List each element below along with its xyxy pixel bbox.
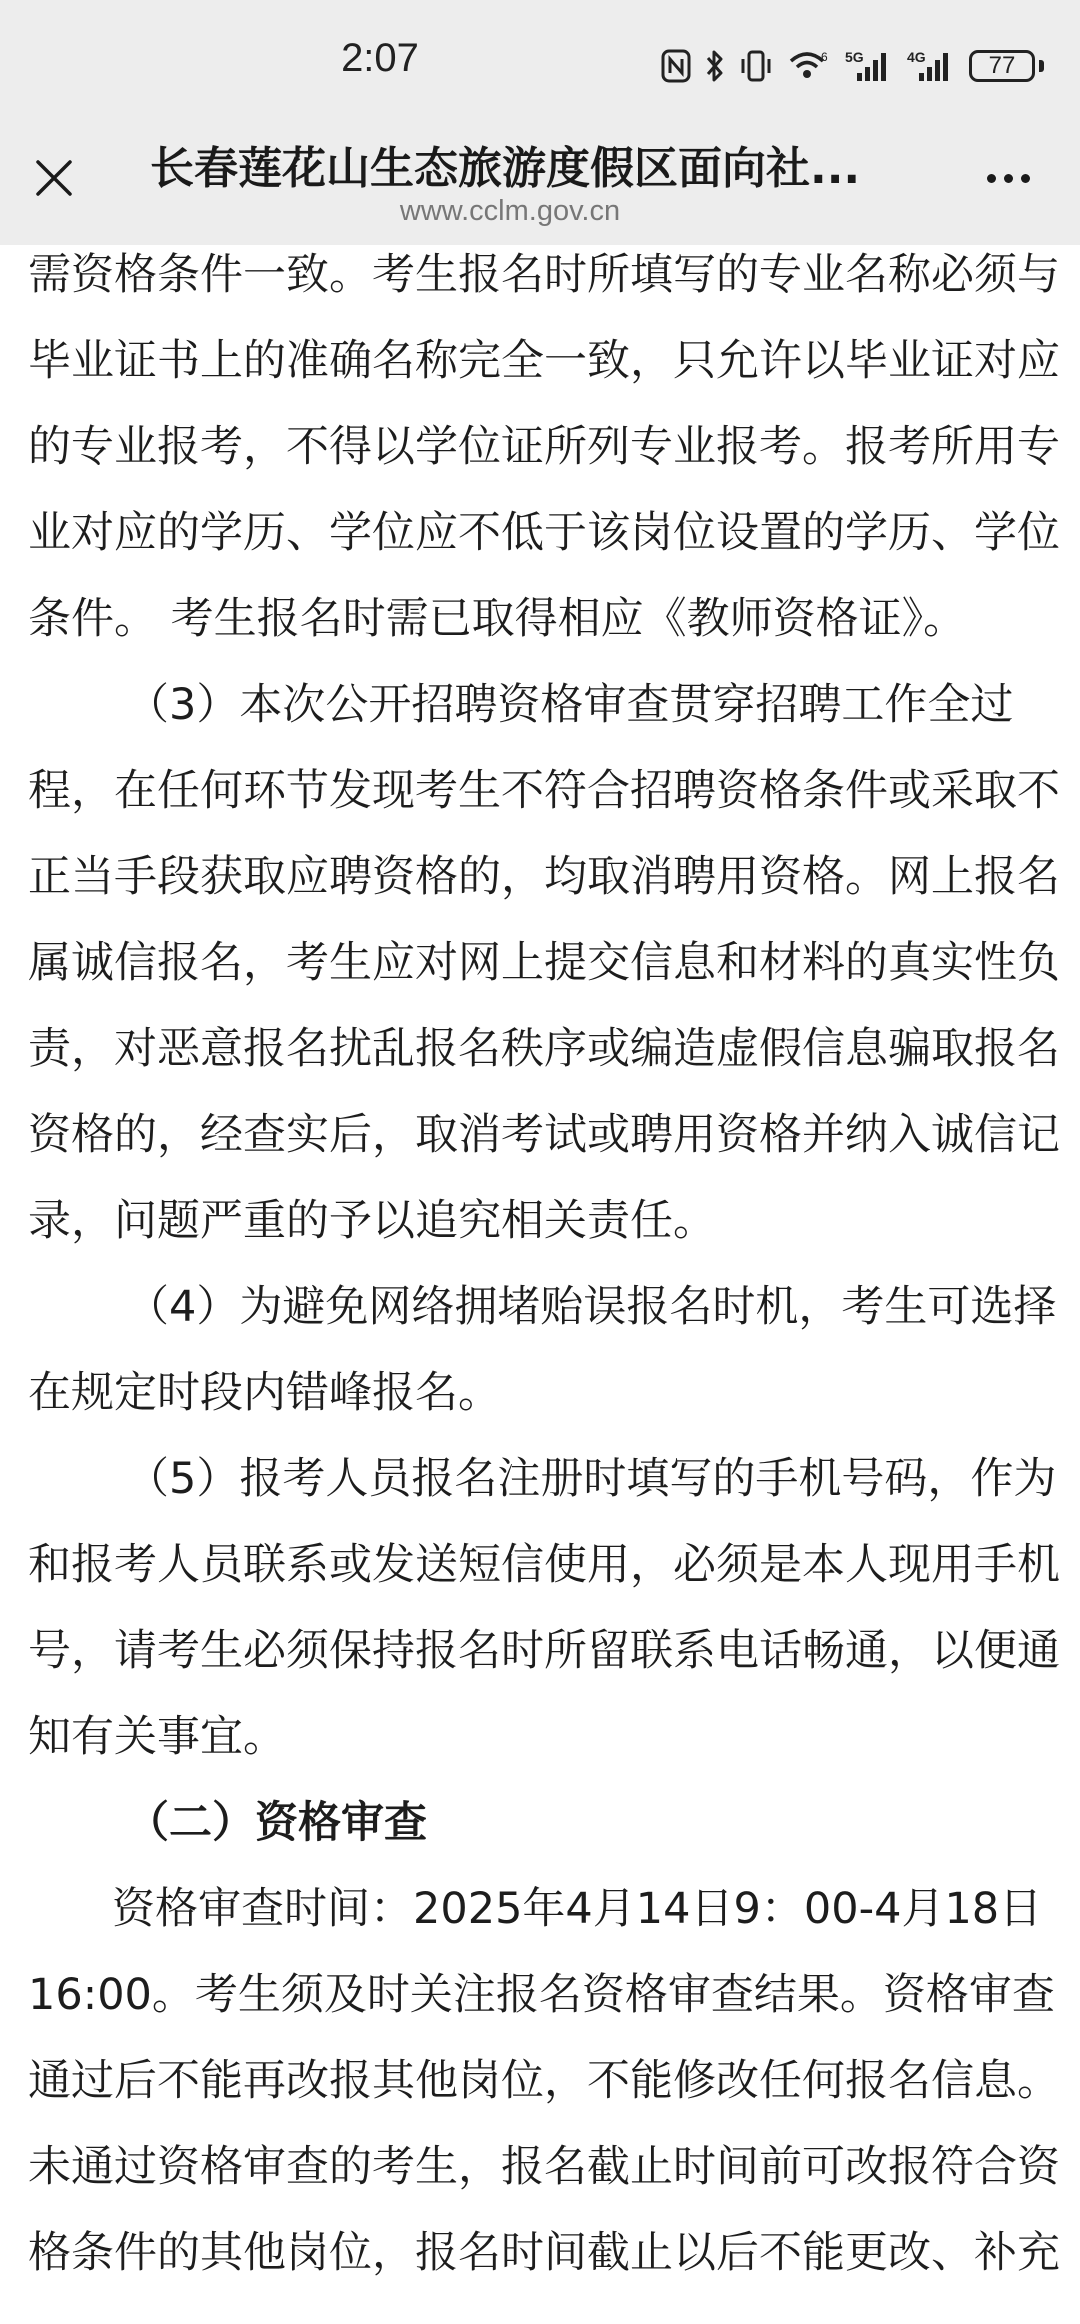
- status-bar: [0, 0, 1080, 130]
- article-line: 资格的，经查实后，取消考试或聘用资格并纳入诚信记: [28, 1110, 1060, 1160]
- more-button[interactable]: [972, 150, 1044, 206]
- more-icon: [987, 174, 996, 183]
- wifi-icon: [787, 49, 831, 83]
- status-time: 2:07: [341, 36, 419, 80]
- signal-4g-label: 4G: [907, 49, 926, 65]
- article-line: （5）报考人员报名注册时填写的手机号码，作为: [126, 1454, 1057, 1504]
- bluetooth-icon: [705, 49, 725, 83]
- article-line: 需资格条件一致。考生报名时所填写的专业名称必须与: [28, 250, 1060, 300]
- signal-5g-label: 5G: [845, 49, 864, 65]
- top-bar: [0, 0, 1080, 245]
- close-icon: [34, 158, 74, 198]
- browser-nav-bar: [0, 130, 1080, 245]
- article-line: 未通过资格审查的考生，报名截止时间前可改报符合资: [28, 2142, 1060, 2192]
- article-line: 条件。 考生报名时需已取得相应《教师资格证》。: [28, 594, 967, 644]
- battery-level: 77: [969, 50, 1035, 82]
- article-line: 毕业证书上的准确名称完全一致，只允许以毕业证对应: [28, 336, 1060, 386]
- article-line: 在规定时段内错峰报名。: [28, 1368, 501, 1418]
- status-icons: [661, 44, 1044, 88]
- article-line: 责，对恶意报名扰乱报名秩序或编造虚假信息骗取报名: [28, 1024, 1060, 1074]
- signal-5g-icon: [845, 49, 893, 83]
- wifi-6-label: 6: [821, 50, 828, 64]
- page-title: 长春莲花山生态旅游度假区面向社...: [150, 143, 861, 194]
- section-heading: （二）资格审查: [126, 1798, 427, 1848]
- article-line: 资格审查时间：2025年4月14日9：00-4月18日: [112, 1884, 1043, 1934]
- vibrate-icon: [739, 49, 773, 83]
- article-line: 属诚信报名，考生应对网上提交信息和材料的真实性负: [28, 938, 1060, 988]
- page-url[interactable]: www.cclm.gov.cn: [399, 195, 621, 227]
- article-line: （3）本次公开招聘资格审查贯穿招聘工作全过: [126, 680, 1014, 730]
- article-line: 通过后不能再改报其他岗位，不能修改任何报名信息。: [28, 2056, 1060, 2106]
- article-line: （4）为避免网络拥堵贻误报名时机，考生可选择: [126, 1282, 1057, 1332]
- article-line: 格条件的其他岗位，报名时间截止以后不能更改、补充: [28, 2228, 1060, 2278]
- article-body: [0, 245, 1080, 2324]
- article-line: 正当手段获取应聘资格的，均取消聘用资格。网上报名: [28, 852, 1060, 902]
- article-line: 号，请考生必须保持报名时所留联系电话畅通，以便通: [28, 1626, 1060, 1676]
- article-line: 和报考人员联系或发送短信使用，必须是本人现用手机: [28, 1540, 1060, 1590]
- signal-4g-icon: [907, 49, 955, 83]
- article-line: 16:00。考生须及时关注报名资格审查结果。资格审查: [28, 1970, 1055, 2020]
- close-button[interactable]: [26, 150, 82, 206]
- article-line: 录，问题严重的予以追究相关责任。: [28, 1196, 716, 1246]
- article-line: 知有关事宜。: [28, 1712, 286, 1762]
- article-line: 程，在任何环节发现考生不符合招聘资格条件或采取不: [28, 766, 1060, 816]
- article-line: 的专业报考，不得以学位证所列专业报考。报考所用专: [28, 422, 1060, 472]
- battery-icon: [969, 50, 1044, 82]
- nfc-icon: [661, 49, 691, 83]
- article-line: 业对应的学历、学位应不低于该岗位设置的学历、学位: [28, 508, 1060, 558]
